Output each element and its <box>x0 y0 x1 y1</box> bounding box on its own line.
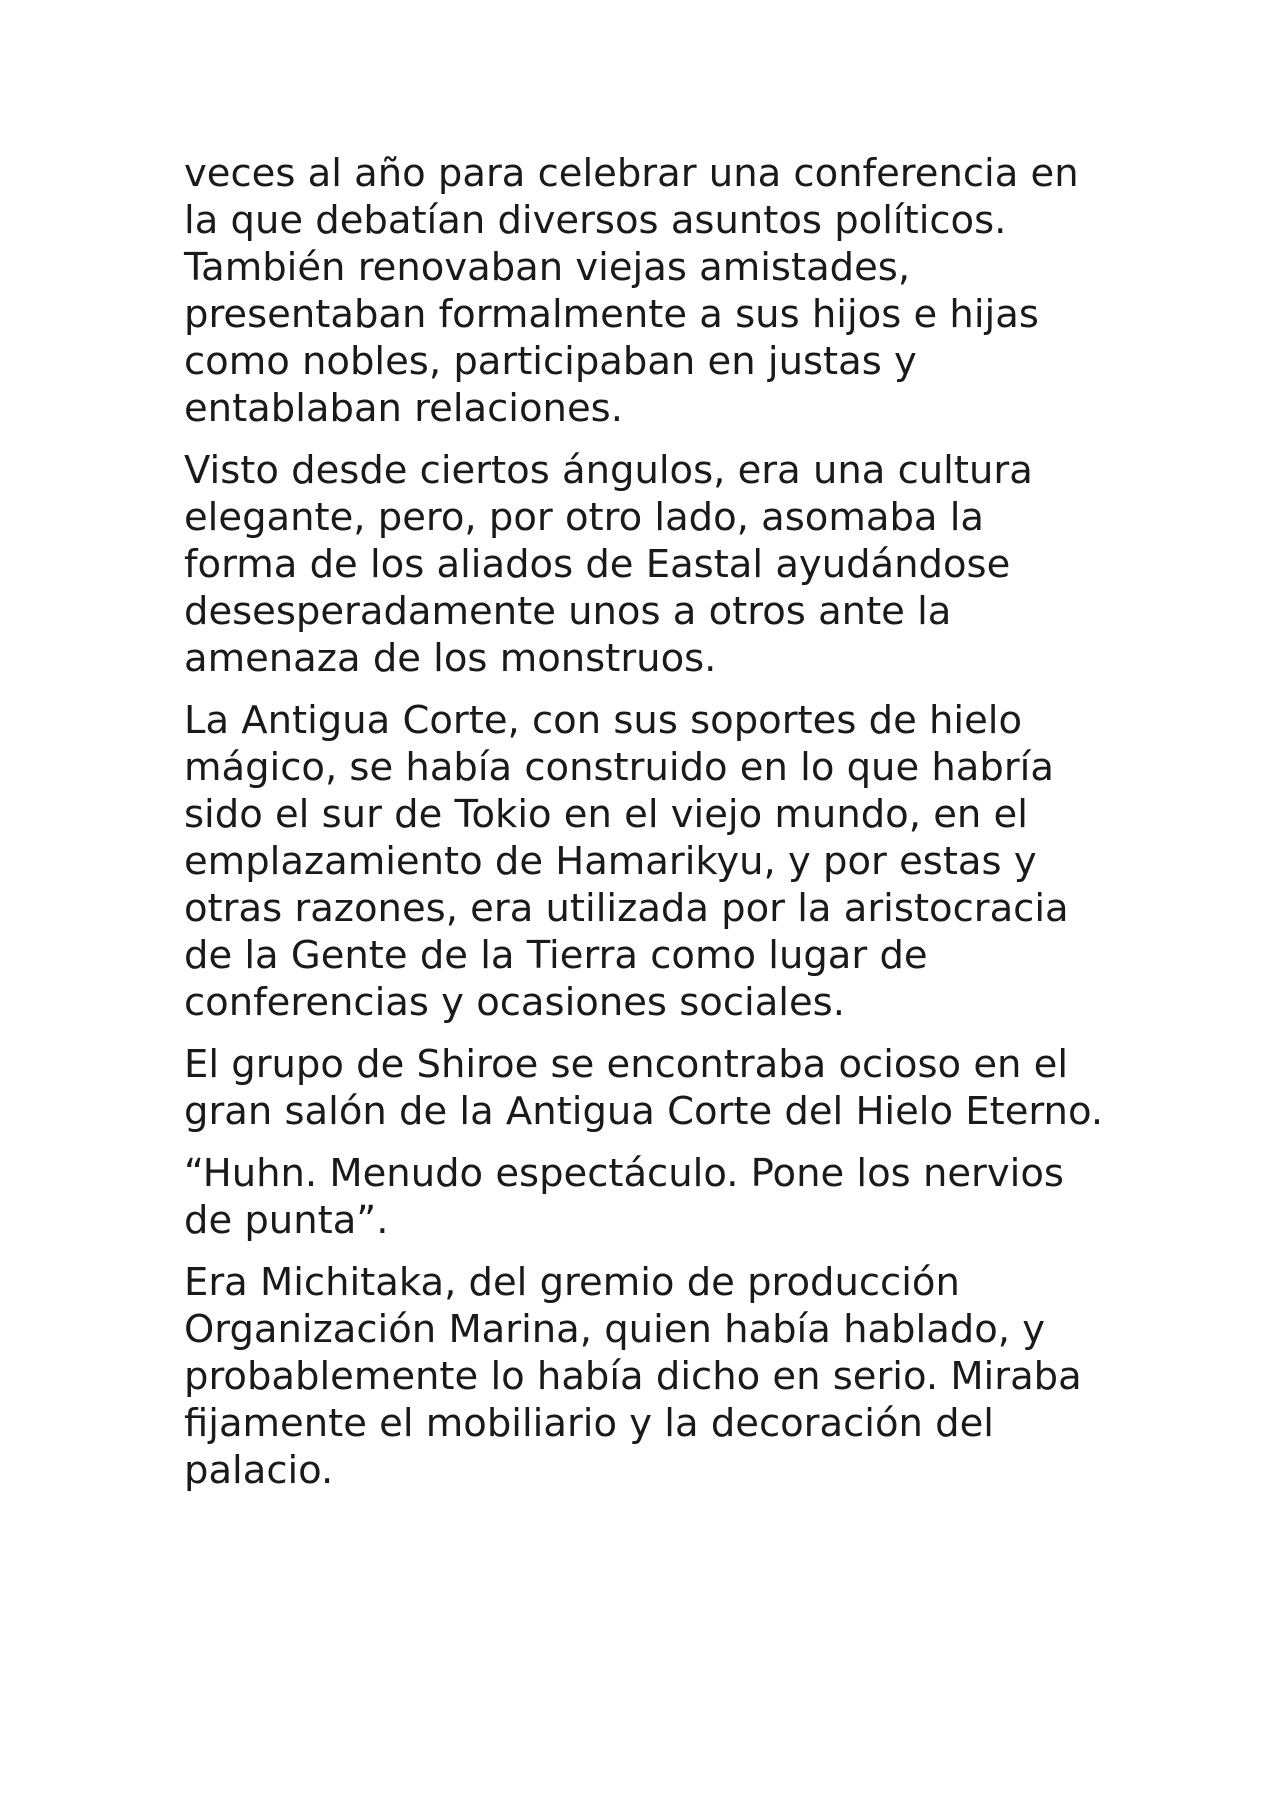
paragraph-ancient-court: La Antigua Corte, con sus soportes de hielo mágico, se había construido en lo que habría sido el sur de Tokio en el viejo mundo, en el emplazamiento de Hamarikyu, y por estas y otras razones, era utilizada por la aristocracia de la Gente de la Tierra como lugar de conferencias y ocasiones sociales. <box>184 698 1069 1025</box>
paragraph-michitaka: Era Michitaka, del gremio de producción Organización Marina, quien había hablado, y probablemente lo había dicho en serio. Miraba fijamente el mobiliario y la decoración del palacio. <box>184 1260 1082 1493</box>
document-page <box>184 150 1104 1509</box>
paragraph-elegant-culture: Visto desde ciertos ángulos, era una cultura elegante, pero, por otro lado, asomaba la forma de los aliados de Eastal ayudándose desesperadamente unos a otros ante la amenaza de los monstruos. <box>184 448 1033 681</box>
paragraph-dialogue-quote: “Huhn. Menudo espectáculo. Pone los nervios de punta”. <box>184 1151 1064 1243</box>
paragraph-shiroe-group: El grupo de Shiroe se encontraba ocioso en el gran salón de la Antigua Corte del Hielo Eterno. <box>184 1042 1104 1134</box>
paragraph-conference: veces al año para celebrar una conferencia en la que debatían diversos asuntos políticos. También renovaban viejas amistades, presentaban formalmente a sus hijos e hijas como nobles, participaban en justas y entablaban relaciones. <box>184 151 1079 431</box>
